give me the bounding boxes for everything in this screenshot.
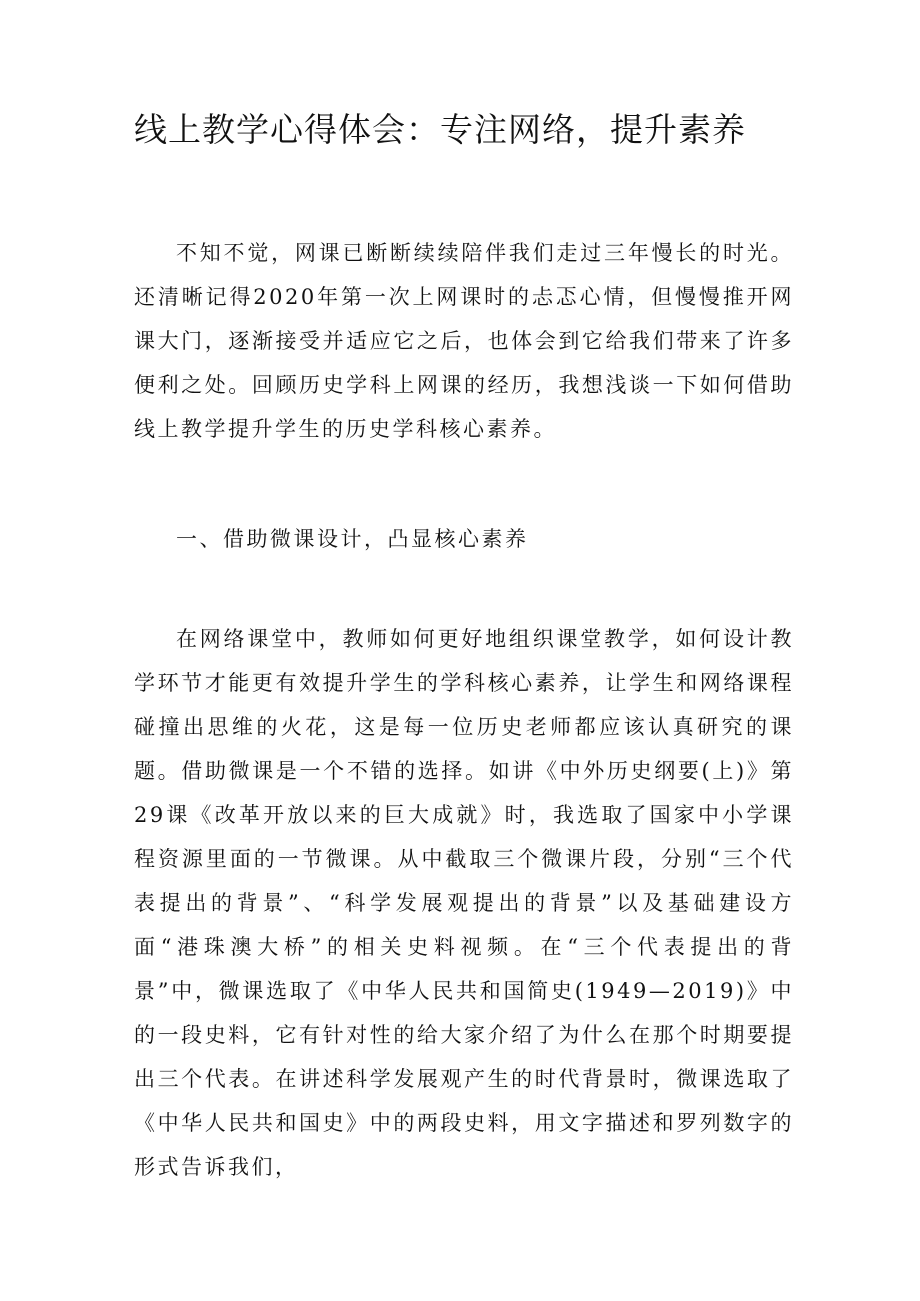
document-title: 线上教学心得体会：专注网络，提升素养 [134,110,746,149]
intro-paragraph: 不知不觉，网课已断断续续陪伴我们走过三年慢长的时光。还清晰记得2020年第一次上网课时的忐忑心情，但慢慢推开网课大门，逐渐接受并适应它之后，也体会到它给我们带来了许多便利之处。回顾历史学科上网课的经历，我想浅谈一下如何借助线上教学提升学生的历史学科核心素养。 [134,241,794,441]
section-paragraph: 在网络课堂中，教师如何更好地组织课堂教学，如何设计教学环节才能更有效提升学生的学科核心素养，让学生和网络课程碰撞出思维的火花，这是每一位历史老师都应该认真研究的课题。借助微课是一个不错的选择。如讲《中外历史纲要(上)》第29课《改革开放以来的巨大成就》时，我选取了国家中小学课程资源里面的一节微课。从中截取三个微课片段，分别“三个代表提出的背景”、“科学发展观提出的背景”以及基础建设方面“港珠澳大桥”的相关史料视频。在“三个代表提出的背景”中，微课选取了《中华人民共和国简史(1949—2019)》中的一段史料，它有针对性的给大家介绍了为什么在那个时期要提出三个代表。在讲述科学发展观产生的时代背景时，微课选取了《中华人民共和国史》中的两段史料，用文字描述和罗列数字的形式告诉我们， [134,627,794,1179]
section-heading: 一、借助微课设计，凸显核心素养 [176,527,529,551]
